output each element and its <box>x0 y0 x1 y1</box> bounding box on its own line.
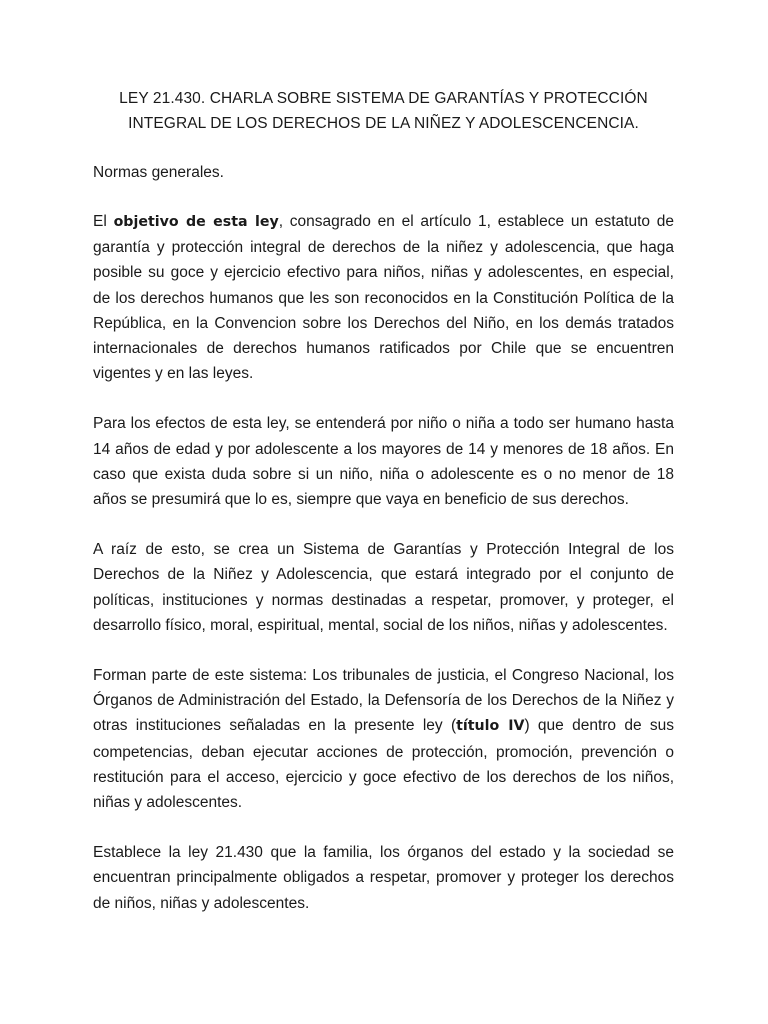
paragraph-system: A raíz de esto, se crea un Sistema de Garantías y Protección Integral de los Derechos de la Niñez y Adolescencia, que estará integrado por el conjunto de políticas, instituciones y normas destinadas a respetar, promover, y proteger, el desarrollo físico, moral, espiritual, mental, social de los niños, niñas y adolescentes. <box>93 541 674 634</box>
paragraph-members-bold: título IV <box>456 718 525 735</box>
paragraph-members-lead: Forman parte de este sistema: Los tribunales de justicia, el Congreso Nacional, los Órganos de Administración del Estado, la Defensoría de los Derechos de la Niñez y otras instituciones señaladas en la presente ley ( <box>93 667 674 735</box>
paragraph-objective <box>93 209 674 386</box>
document-title-line-1: LEY 21.430. CHARLA SOBRE SISTEMA DE GARANTÍAS Y PROTECCIÓN <box>119 90 648 107</box>
document-title-line-2: INTEGRAL DE LOS DERECHOS DE LA NIÑEZ Y ADOLESCENCENCIA. <box>128 115 639 132</box>
paragraph-obligations: Establece la ley 21.430 que la familia, los órganos del estado y la sociedad se encuentran principalmente obligados a respetar, promover y proteger los derechos de niños, niñas y adolescentes. <box>93 844 674 912</box>
paragraph-members-rest: ) que dentro de sus competencias, deban ejecutar acciones de protección, promoción, prevención o restitución para el acceso, ejercicio y goce efectivo de los derechos de los niños, niñas y adolescentes. <box>93 717 675 812</box>
document-page <box>93 0 674 916</box>
paragraph-members <box>93 663 674 815</box>
paragraph-objective-lead: El <box>93 213 114 230</box>
paragraph-objective-rest: , consagrado en el artículo 1, establece un estatuto de garantía y protección integral de derechos de la niñez y adolescencia, que haga posible su goce y ejercicio efectivo para niños, niñas y adolescentes, en especial, de los derechos humanos que les son reconocidos en la Constitución Política de la República, en la Convencion sobre los Derechos del Niño, en los demás tratados internacionales de derechos humanos ratificados por Chile que se encuentren vigentes y en las leyes. <box>93 213 675 383</box>
paragraph-definitions: Para los efectos de esta ley, se entenderá por niño o niña a todo ser humano hasta 14 años de edad y por adolescente a los mayores de 14 y menores de 18 años. En caso que exista duda sobre si un niño, niña o adolescente es o no menor de 18 años se presumirá que lo es, siempre que vaya en beneficio de sus derechos. <box>93 415 674 509</box>
section-heading: Normas generales. <box>93 164 224 181</box>
document-title <box>93 86 674 136</box>
paragraph-objective-bold: objetivo de esta ley <box>113 214 279 230</box>
